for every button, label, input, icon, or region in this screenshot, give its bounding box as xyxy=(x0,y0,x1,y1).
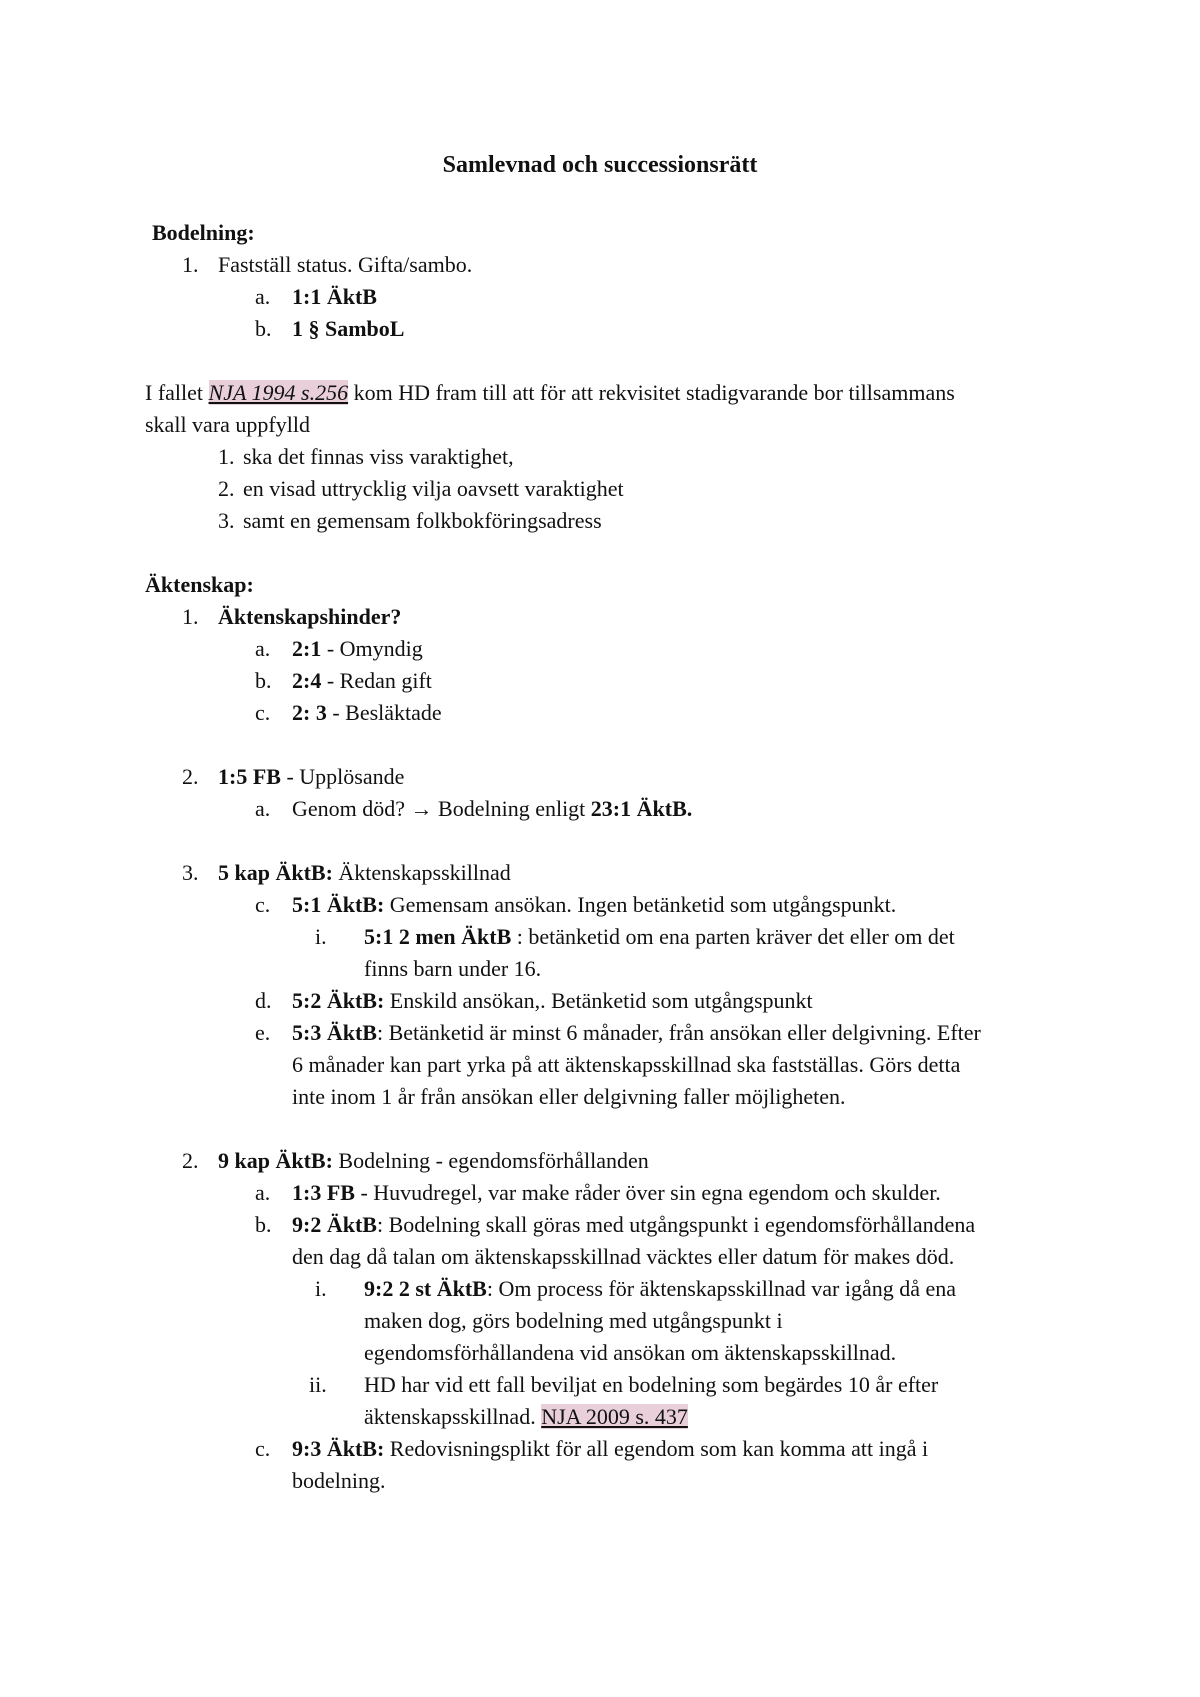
paragraph-text: skall vara uppfylld xyxy=(145,412,310,437)
law-reference: 2:4 xyxy=(292,668,322,693)
item-text: finns barn under 16. xyxy=(364,956,542,981)
item-text: : Bodelning skall göras med utgångspunkt i egendomsförhållandena xyxy=(376,1212,976,1237)
list-marker: 2. xyxy=(182,1148,199,1173)
list-marker: b. xyxy=(255,316,272,341)
list-item xyxy=(292,793,692,825)
list-item xyxy=(292,985,813,1017)
list-item xyxy=(292,1017,981,1049)
case-link-nja-2009[interactable]: NJA 2009 s. 437 xyxy=(541,1404,688,1429)
paragraph-line xyxy=(145,377,955,409)
law-reference: 9 kap ÄktB: xyxy=(218,1148,333,1173)
list-item-continuation xyxy=(364,953,541,985)
item-text: den dag då talan om äktenskapsskillnad väcktes eller datum för makes död. xyxy=(292,1244,955,1269)
list-item xyxy=(218,249,472,281)
item-text: Enskild ansökan,. Betänketid som utgångspunkt xyxy=(384,988,813,1013)
law-reference: 5:2 ÄktB: xyxy=(292,988,385,1013)
item-text: Fastställ status. Gifta/sambo. xyxy=(218,252,473,277)
list-item xyxy=(218,857,511,889)
item-text: egendomsförhållandena vid ansökan om äktenskapsskillnad. xyxy=(364,1340,897,1365)
list-item-continuation xyxy=(292,1465,386,1497)
list-marker: 1. xyxy=(182,604,199,629)
list-item-continuation xyxy=(364,1337,896,1369)
list-item xyxy=(218,601,401,633)
list-marker: b. xyxy=(255,1212,272,1237)
list-item xyxy=(218,761,404,793)
list-item xyxy=(364,1273,956,1305)
list-item-continuation xyxy=(292,1241,954,1273)
law-reference: 5:3 ÄktB xyxy=(292,1020,377,1045)
list-item xyxy=(292,1209,975,1241)
item-text: HD har vid ett fall beviljat en bodelning som begärdes 10 år efter xyxy=(364,1372,939,1397)
item-text: 6 månader kan part yrka på att äktenskapsskillnad ska fastställas. Görs detta xyxy=(292,1052,961,1077)
law-reference: 23:1 ÄktB. xyxy=(590,796,693,821)
list-marker: c. xyxy=(255,700,271,725)
law-reference: 5:1 ÄktB: xyxy=(292,892,385,917)
list-item xyxy=(292,697,442,729)
list-item xyxy=(243,473,624,505)
item-text: Redovisningsplikt för all egendom som kan komma att ingå i xyxy=(384,1436,929,1461)
list-marker: a. xyxy=(255,636,271,661)
list-marker: a. xyxy=(255,1180,271,1205)
paragraph-text: I fallet xyxy=(145,380,209,405)
law-reference: 1 § SamboL xyxy=(292,316,405,341)
item-text: bodelning. xyxy=(292,1468,386,1493)
item-text: maken dog, görs bodelning med utgångspunkt i xyxy=(364,1308,783,1333)
item-text: Äktenskapsskillnad xyxy=(332,860,511,885)
law-reference: 9:2 2 st ÄktB xyxy=(364,1276,487,1301)
list-marker: 2. xyxy=(182,764,199,789)
heading-text: Äktenskap: xyxy=(145,572,254,597)
law-reference: 5:1 2 men ÄktB xyxy=(364,924,512,949)
item-heading: Äktenskapshinder? xyxy=(218,604,402,629)
list-item-continuation xyxy=(364,1401,688,1433)
list-marker: a. xyxy=(255,796,271,821)
heading-text: Bodelning: xyxy=(152,220,255,245)
list-item xyxy=(218,1145,649,1177)
list-item xyxy=(292,665,432,697)
item-text: - Besläktade xyxy=(326,700,442,725)
item-text: äktenskapsskillnad. xyxy=(364,1404,542,1429)
list-item xyxy=(292,313,404,345)
item-text: : Om process för äktenskapsskillnad var igång då ena xyxy=(486,1276,957,1301)
case-link-nja-1994[interactable]: NJA 1994 s.256 xyxy=(208,380,349,405)
document-title: Samlevnad och successionsrätt xyxy=(442,152,758,178)
list-marker: c. xyxy=(255,1436,271,1461)
list-marker: 3. xyxy=(182,860,199,885)
item-text: : Betänketid är minst 6 månader, från ansökan eller delgivning. Efter xyxy=(376,1020,981,1045)
item-text: - Huvudregel, var make råder över sin egna egendom och skulder. xyxy=(354,1180,941,1205)
list-marker: a. xyxy=(255,284,271,309)
law-reference: 1:1 ÄktB xyxy=(292,284,377,309)
law-reference: 1:5 FB xyxy=(218,764,281,789)
list-marker: i. xyxy=(315,924,327,949)
list-marker: e. xyxy=(255,1020,271,1045)
item-text: Genom död? → Bodelning enligt xyxy=(292,796,591,821)
paragraph-line xyxy=(145,409,310,441)
list-item xyxy=(292,889,896,921)
list-item xyxy=(243,441,514,473)
list-item xyxy=(292,633,423,665)
item-text: - Upplösande xyxy=(280,764,405,789)
law-reference: 9:2 ÄktB xyxy=(292,1212,377,1237)
list-item-continuation xyxy=(292,1049,960,1081)
law-reference: 2: 3 xyxy=(292,700,327,725)
list-marker: i. xyxy=(315,1276,327,1301)
list-marker: c. xyxy=(255,892,271,917)
item-text: samt en gemensam folkbokföringsadress xyxy=(243,508,602,533)
section-heading-aktenskap xyxy=(145,569,254,601)
list-item xyxy=(292,1433,928,1465)
list-marker: 1. xyxy=(218,444,235,469)
item-text: Bodelning - egendomsförhållanden xyxy=(332,1148,649,1173)
section-heading-bodelning xyxy=(152,217,255,249)
item-text: - Redan gift xyxy=(321,668,432,693)
list-marker: 1. xyxy=(182,252,199,277)
list-marker: 3. xyxy=(218,508,235,533)
list-item xyxy=(243,505,602,537)
item-text: Gemensam ansökan. Ingen betänketid som utgångspunkt. xyxy=(384,892,897,917)
paragraph-text: kom HD fram till att för att rekvisitet stadigvarande bor tillsammans xyxy=(348,380,955,405)
law-reference: 2:1 xyxy=(292,636,322,661)
list-marker: ii. xyxy=(309,1372,327,1397)
law-reference: 9:3 ÄktB: xyxy=(292,1436,385,1461)
list-item xyxy=(364,1369,938,1401)
law-reference: 5 kap ÄktB: xyxy=(218,860,333,885)
list-item xyxy=(364,921,955,953)
list-marker: 2. xyxy=(218,476,235,501)
list-item-continuation xyxy=(292,1081,846,1113)
list-marker: d. xyxy=(255,988,272,1013)
list-item xyxy=(292,1177,941,1209)
law-reference: 1:3 FB xyxy=(292,1180,355,1205)
item-text: : betänketid om ena parten kräver det eller om det xyxy=(511,924,955,949)
item-text: inte inom 1 år från ansökan eller delgivning faller möjligheten. xyxy=(292,1084,846,1109)
list-marker: b. xyxy=(255,668,272,693)
item-text: ska det finnas viss varaktighet, xyxy=(243,444,514,469)
list-item-continuation xyxy=(364,1305,783,1337)
item-text: en visad uttrycklig vilja oavsett varaktighet xyxy=(243,476,624,501)
item-text: - Omyndig xyxy=(321,636,423,661)
list-item xyxy=(292,281,377,313)
